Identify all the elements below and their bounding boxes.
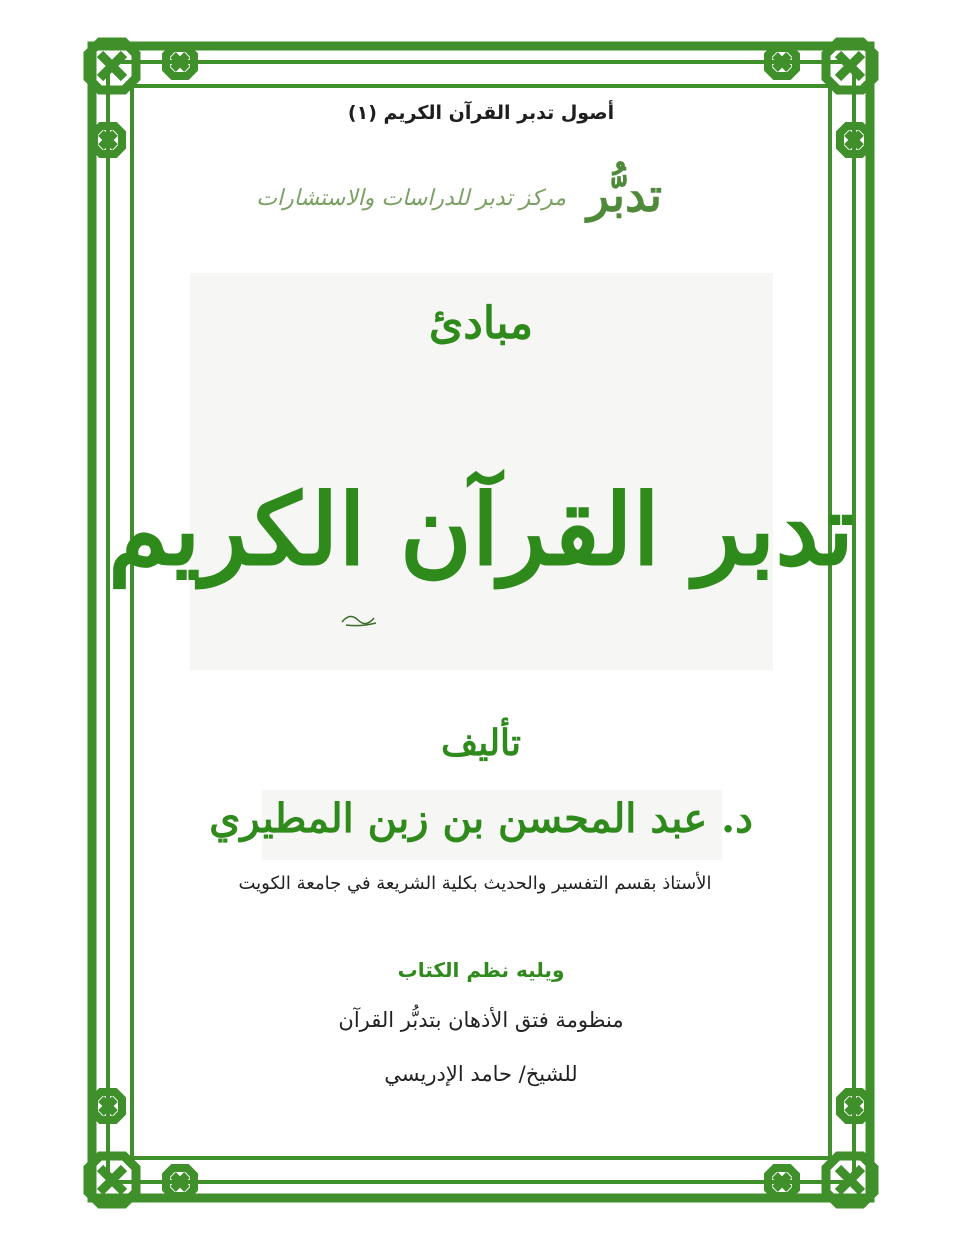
publisher-logo — [256, 168, 670, 248]
appendix-heading: ويليه نظم الكتاب — [397, 958, 565, 982]
author-label: تأليف — [440, 722, 522, 764]
series-title: أصول تدبر القرآن الكريم (١) — [347, 102, 615, 124]
logo-mark: تدبُّر — [586, 168, 662, 222]
poet-name: للشيخ/ حامد الإدريسي — [384, 1062, 578, 1086]
author-description: الأستاذ بقسم التفسير والحديث بكلية الشريعة في جامعة الكويت — [238, 873, 712, 894]
logo-name: مركز تدبر للدراسات والاستشارات — [256, 186, 566, 211]
title-line-2: تدبر القرآن الكريم — [107, 473, 854, 588]
calligraphy-signature-icon — [330, 610, 390, 631]
author-name: د. عبد المحسن بن زبن المطيري — [209, 795, 753, 842]
poem-title: منظومة فتق الأذهان بتدبُّر القرآن — [338, 1008, 624, 1032]
title-line-1: مبادئ — [428, 298, 534, 349]
